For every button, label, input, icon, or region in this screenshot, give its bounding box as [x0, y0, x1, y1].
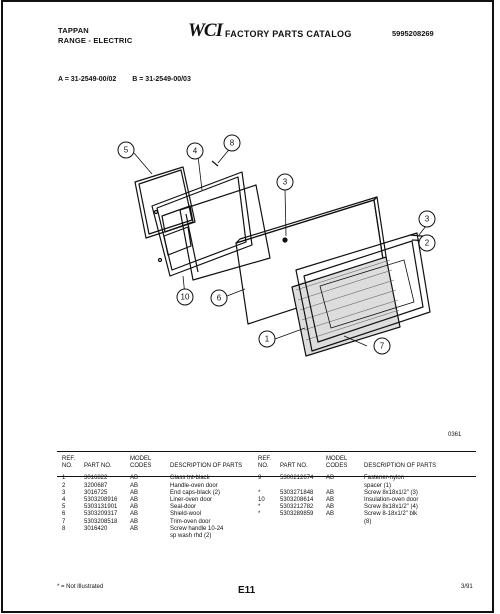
cell-part: 3016725 [84, 489, 108, 496]
table-top-rule [57, 451, 476, 452]
cell-ref [62, 533, 84, 540]
table-row [62, 483, 260, 490]
cell-desc: Screw 8x18x1/2" (4) [364, 504, 418, 511]
table-row [62, 504, 260, 511]
cell-part: 5300212674 [280, 475, 314, 482]
table-row [62, 533, 260, 540]
cell-desc: Glass tnt-black [170, 475, 210, 482]
cell-desc: Shield-wool [170, 511, 202, 518]
cell-desc: End caps-black (2) [170, 489, 221, 496]
parts-table-right [258, 456, 460, 526]
callout-1: 1 [264, 334, 270, 344]
cell-part: 5303208916 [84, 497, 118, 504]
cell-ref: 3 [62, 489, 66, 496]
cell-model: AB [326, 511, 335, 518]
cell-ref: 7 [62, 518, 66, 525]
cell-model [130, 533, 170, 540]
cell-model: AB [130, 475, 139, 482]
cell-desc: Fastener-nylon [364, 475, 405, 482]
table-row [258, 483, 460, 490]
cell-model [326, 483, 364, 490]
cell-desc: spacer (1) [364, 482, 392, 489]
parts-table-left [62, 456, 260, 540]
callout-4: 4 [192, 146, 198, 156]
cell-ref: 5 [62, 504, 66, 511]
table-row [62, 490, 260, 497]
cell-desc: Insulation-oven door [364, 497, 419, 504]
cell-part [280, 483, 326, 490]
model-a: A = 31-2549-00/02 [58, 76, 117, 83]
cell-part: 5303209317 [84, 511, 118, 518]
cell-part: 3016822 [84, 475, 108, 482]
cell-desc: Liner-oven door [170, 497, 213, 504]
cell-model: AB [130, 489, 139, 496]
cell-ref: * [258, 489, 261, 496]
cell-ref: 8 [62, 525, 66, 532]
cell-ref: 10 [258, 497, 265, 504]
table-row [62, 519, 260, 526]
cell-part: 5303131901 [84, 504, 118, 511]
catalog-title: FACTORY PARTS CATALOG [225, 29, 352, 39]
cell-model: AB [326, 497, 335, 504]
cell-part: 5303208518 [84, 518, 118, 525]
cell-ref: 2 [62, 482, 66, 489]
cell-ref: 1 [62, 475, 66, 482]
callout-10: 10 [180, 292, 190, 302]
model-b: B = 31-2549-00/03 [132, 76, 191, 83]
callout-2: 2 [424, 238, 430, 248]
brand-name: TAPPAN [58, 26, 89, 35]
cell-desc: sp wash rhd (2) [170, 533, 212, 540]
cell-desc: Screw handle 10-24 [170, 525, 224, 532]
col-part-header: PART NO. [280, 463, 308, 470]
callout-5: 5 [123, 145, 129, 155]
col-desc-header: DESCRIPTION OF PARTS [364, 463, 437, 470]
callout-6: 6 [216, 293, 222, 303]
table-row [62, 526, 260, 533]
col-part-header: PART NO. [84, 463, 112, 470]
callout-8: 8 [229, 138, 235, 148]
table-row [258, 511, 460, 518]
page-number: E11 [238, 585, 256, 596]
col-ref-header: REF. NO. [62, 456, 76, 470]
revision-date: 3/91 [461, 584, 473, 590]
cell-desc: Seal-door [170, 504, 197, 511]
table-row [258, 519, 460, 526]
callout-3a: 3 [282, 177, 288, 187]
table-header-row [258, 456, 460, 470]
cell-desc: Screw 8x18x1/2" (3) [364, 489, 418, 496]
cell-part: 3200687 [84, 482, 108, 489]
wci-logo: WCI [188, 20, 222, 41]
cell-part [84, 533, 130, 540]
cell-part: 3016420 [84, 525, 108, 532]
cell-desc: Trim-oven door [170, 518, 211, 525]
cell-desc: Handle-oven door [170, 482, 218, 489]
cell-ref [258, 483, 280, 490]
col-model-header: MODEL CODES [326, 456, 348, 470]
cell-model: AB [130, 504, 139, 511]
table-row [258, 504, 460, 511]
cell-ref: * [258, 504, 261, 511]
cell-ref: * [258, 511, 261, 518]
callout-3b: 3 [424, 214, 430, 224]
cell-model: AB [130, 518, 139, 525]
cell-ref [258, 519, 280, 526]
table-row [258, 490, 460, 497]
cell-desc: (8) [364, 518, 372, 525]
cell-part: 5303208614 [280, 497, 314, 504]
door-insulation-part [180, 185, 270, 280]
cell-model: AB [130, 511, 139, 518]
cell-model [326, 519, 364, 526]
col-model-header: MODEL CODES [130, 456, 152, 470]
table-row [258, 475, 460, 482]
product-type: RANGE - ELECTRIC [58, 36, 133, 45]
cell-model: AB [130, 525, 139, 532]
footnote: * = Not Illustrated [57, 584, 104, 590]
cell-model: AB [326, 489, 335, 496]
callout-7: 7 [379, 341, 385, 351]
cell-ref: 9 [258, 475, 262, 482]
cell-model: AB [130, 497, 139, 504]
cell-part: 5303212782 [280, 504, 314, 511]
cell-ref: 4 [62, 497, 66, 504]
catalog-number: 5995208269 [392, 29, 434, 38]
cell-part: 5303271848 [280, 489, 314, 496]
col-ref-header: REF. NO. [258, 456, 272, 470]
cell-part: 5303289859 [280, 511, 314, 518]
table-row [62, 497, 260, 504]
cell-ref: 6 [62, 511, 66, 518]
cell-model: AB [326, 475, 335, 482]
table-row [62, 475, 260, 482]
cell-desc: Screw 8-18x1/2" blk [364, 511, 418, 518]
col-desc-header: DESCRIPTION OF PARTS [170, 463, 243, 470]
table-row [62, 511, 260, 518]
cell-part [280, 519, 326, 526]
cell-model: AB [326, 504, 335, 511]
table-row [258, 497, 460, 504]
table-header-row [62, 456, 260, 470]
cell-model: AB [130, 482, 139, 489]
diagram-code: 0361 [448, 432, 462, 438]
